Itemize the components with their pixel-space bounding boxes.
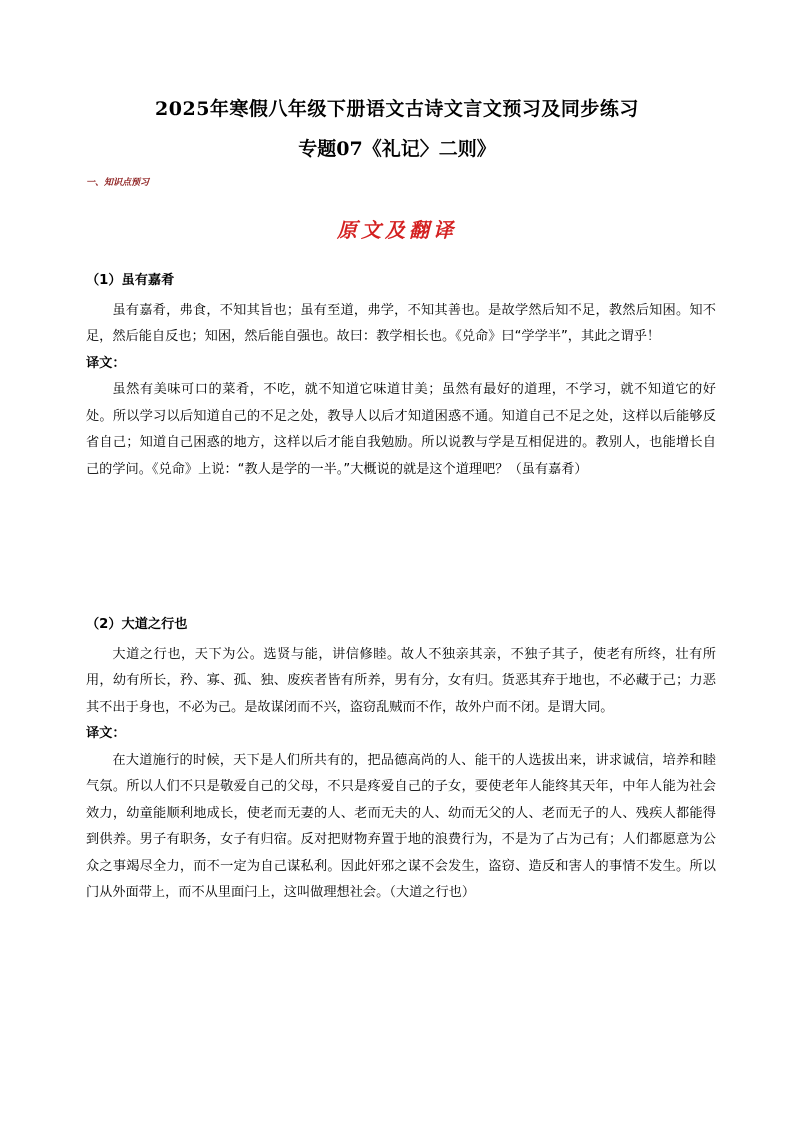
- passage-2-original-text: 大道之行也，天下为公。选贤与能，讲信修睦。故人不独亲其亲，不独子其子，使老有所终，壮有所用，幼有所长，矜、寡、孤、独、废疾者皆有所养，男有分，女有归。货恶其弃于地也，不必藏于己；力恶其不出于身也，不必为己。是故谋闭而不兴，盗窃乱贼而不作，故外户而不闭。是谓大同。: [86, 646, 716, 715]
- passage-1-translation-text: 虽然有美味可口的菜肴，不吃，就不知道它味道甘美；虽然有最好的道理，不学习，就不知道它的好处。所以学习以后知道自己的不足之处，教导人以后才知道困惑不通。知道自己不足之处，这样以后能够反省自己；知道自己困惑的地方，这样以后才能自我勉励。所以说教与学是互相促进的。教别人，也能增长自己的学问。《兑命》上说：“教人是学的一半。”大概说的就是这个道理吧？（虽有嘉肴）: [86, 382, 716, 477]
- original-and-translation-heading: 原文及翻译: [337, 218, 457, 242]
- passage-1-heading: （1）虽有嘉肴: [86, 273, 175, 288]
- passage-1-original-text: 虽有嘉肴，弗食，不知其旨也；虽有至道，弗学，不知其善也。是故学然后知不足，教然后知困。知不足，然后能自反也；知困，然后能自强也。故曰：教学相长也。《兑命》曰“学学半”，其此之谓乎！: [86, 302, 716, 344]
- passage-2-translation-text: 在大道施行的时候，天下是人们所共有的，把品德高尚的人、能干的人选拔出来，讲求诚信，培养和睦气氛。所以人们不只是敬爱自己的父母，不只是疼爱自己的子女，要使老年人能终其天年，中年人能为社会效力，幼童能顺利地成长，使老而无妻的人、老而无夫的人、幼而无父的人、老而无子的人、残疾人都能得到供养。男子有职务，女子有归宿。反对把财物弃置于地的浪费行为，不是为了占为己有；人们都愿意为公众之事竭尽全力，而不一定为自己谋私利。因此奸邪之谋不会发生，盗窃、造反和害人的事情不发生。所以门从外面带上，而不从里面闩上，这叫做理想社会。（大道之行也）: [86, 752, 716, 900]
- section-label: 一、知识点预习: [86, 178, 150, 188]
- document-subtitle: 专题07《礼记〉二则》: [298, 138, 496, 160]
- passage-2-translation-label: 译文：: [86, 726, 126, 741]
- passage-1: [86, 268, 716, 483]
- passage-1-translation-label: 译文：: [86, 355, 126, 371]
- document-title: 2025年寒假八年级下册语文古诗文言文预习及同步练习: [155, 98, 639, 120]
- passage-2: [86, 612, 716, 907]
- passage-2-heading: （2）大道之行也: [86, 617, 188, 632]
